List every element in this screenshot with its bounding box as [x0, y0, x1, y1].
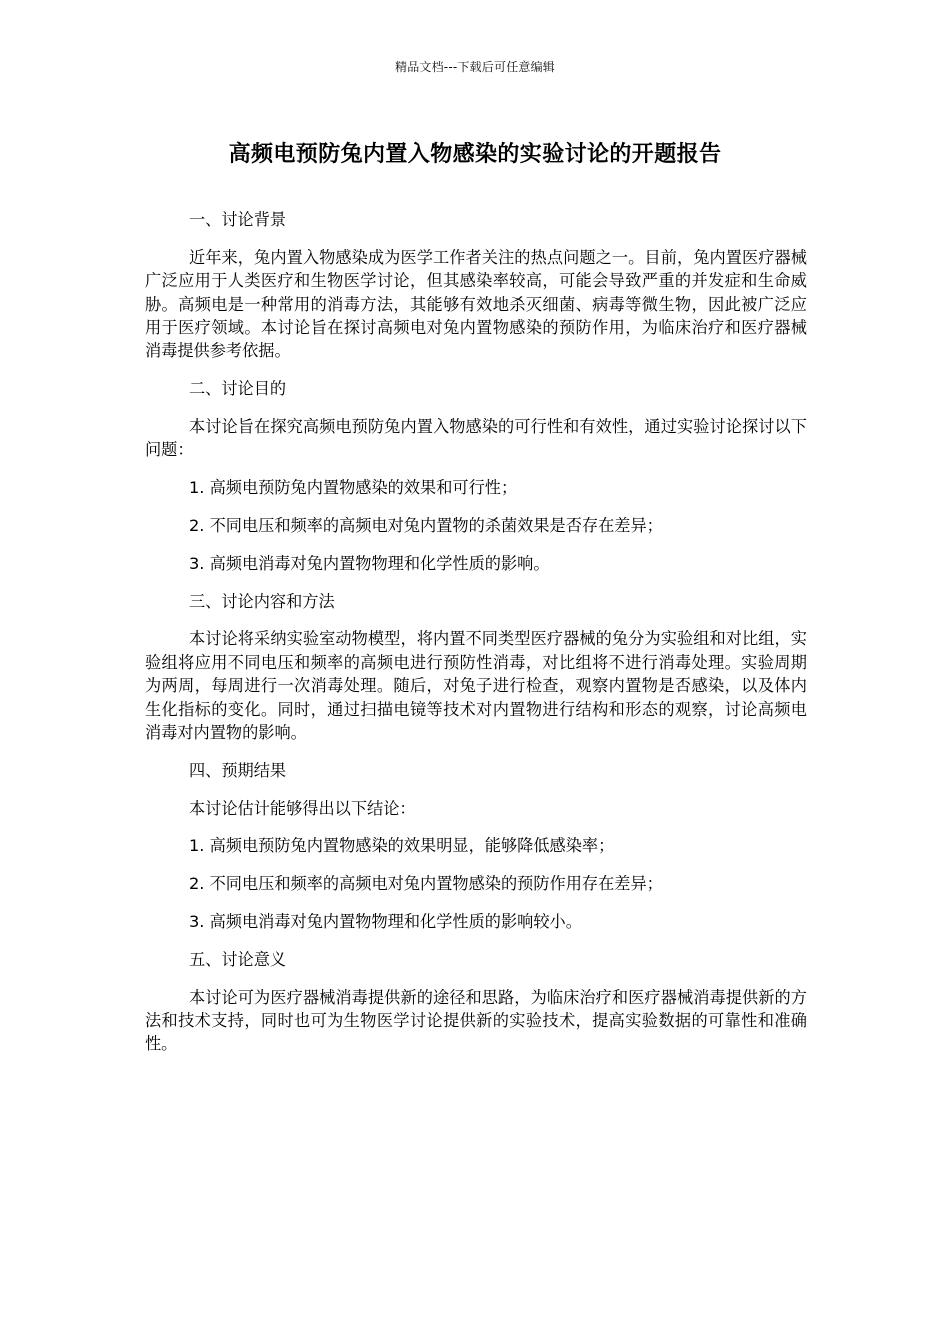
- expected-item-1: 1. 高频电预防兔内置物感染的效果明显，能够降低感染率；: [189, 836, 615, 856]
- section-heading-methods: 三、讨论内容和方法: [189, 591, 335, 611]
- header-note: 精品文档---下载后可任意编辑: [395, 60, 555, 74]
- expected-item-3: 3. 高频电消毒对兔内置物物理和化学性质的影响较小。: [189, 912, 582, 932]
- section-heading-background: 一、讨论背景: [189, 210, 287, 229]
- section-heading-purpose: 二、讨论目的: [189, 379, 287, 399]
- paragraph-significance: 本讨论可为医疗器械消毒提供新的途径和思路，为临床治疗和医疗器械消毒提供新的方法和技术支持，同时也可为生物医学讨论提供新的实验技术，提高实验数据的可靠性和准确性。: [145, 987, 807, 1054]
- document-body: [145, 208, 807, 1070]
- purpose-item-2: 2. 不同电压和频率的高频电对兔内置物的杀菌效果是否存在差异；: [189, 516, 663, 536]
- paragraph-background: 近年来，兔内置入物感染成为医学工作者关注的热点问题之一。目前，兔内置医疗器械广泛应用于人类医疗和生物医学讨论，但其感染率较高，可能会导致严重的并发症和生命威胁。高频电是一种常用的消毒方法，其能够有效地杀灭细菌、病毒等微生物，因此被广泛应用于医疗领域。本讨论旨在探讨高频电对兔内置物感染的预防作用，为临床治疗和医疗器械消毒提供参考依据。: [145, 247, 807, 361]
- section-heading-significance: 五、讨论意义: [189, 949, 287, 969]
- purpose-item-1: 1. 高频电预防兔内置物感染的效果和可行性；: [189, 478, 518, 498]
- expected-intro: 本讨论估计能够得出以下结论：: [189, 798, 416, 818]
- section-heading-expected: 四、预期结果: [189, 760, 287, 780]
- paragraph-methods: 本讨论将采纳实验室动物模型，将内置不同类型医疗器械的兔分为实验组和对比组，实验组将应用不同电压和频率的高频电进行预防性消毒，对比组将不进行消毒处理。实验周期为两周，每周进行一次消毒处理。随后，对兔子进行检查，观察内置物是否感染，以及体内生化指标的变化。同时，通过扫描电镜等技术对内置物进行结构和形态的观察，讨论高频电消毒对内置物的影响。: [145, 629, 807, 743]
- paragraph-purpose: 本讨论旨在探究高频电预防兔内置入物感染的可行性和有效性，通过实验讨论探讨以下问题：: [145, 417, 807, 460]
- document-title: 高频电预防兔内置入物感染的实验讨论的开题报告: [228, 142, 722, 167]
- expected-item-2: 2. 不同电压和频率的高频电对兔内置物感染的预防作用存在差异；: [189, 874, 663, 894]
- purpose-item-3: 3. 高频电消毒对兔内置物物理和化学性质的影响。: [189, 553, 550, 573]
